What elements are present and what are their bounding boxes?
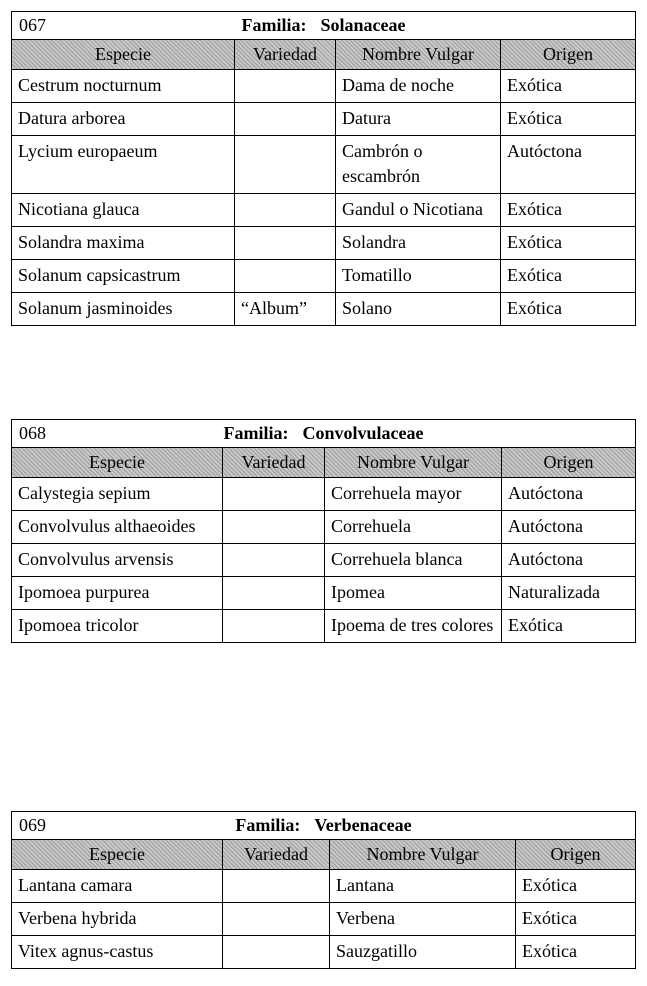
cell-origin: Exótica bbox=[502, 610, 636, 643]
family-table-convolvulaceae bbox=[11, 419, 636, 643]
cell-common-name: Cambrón o escambrón bbox=[336, 136, 501, 194]
family-label: Familia: bbox=[235, 815, 301, 835]
cell-variety bbox=[223, 544, 325, 577]
cell-common-name: Sauzgatillo bbox=[330, 936, 516, 969]
cell-common-name: Correhuela mayor bbox=[325, 478, 502, 511]
table-row bbox=[12, 103, 636, 136]
cell-origin: Exótica bbox=[501, 103, 636, 136]
column-header-species: Especie bbox=[12, 40, 235, 70]
cell-species: Cestrum nocturnum bbox=[12, 70, 235, 103]
cell-variety bbox=[223, 478, 325, 511]
cell-origin: Autóctona bbox=[501, 136, 636, 194]
family-name bbox=[19, 12, 628, 39]
cell-origin: Exótica bbox=[501, 194, 636, 227]
column-header-row bbox=[12, 840, 636, 870]
cell-variety bbox=[235, 103, 336, 136]
family-label: Familia: bbox=[241, 15, 307, 35]
family-code: 068 bbox=[19, 423, 46, 443]
cell-species: Ipomoea tricolor bbox=[12, 610, 223, 643]
cell-species: Solanum capsicastrum bbox=[12, 260, 235, 293]
cell-origin: Exótica bbox=[516, 903, 636, 936]
cell-variety: “Album” bbox=[235, 293, 336, 326]
cell-origin: Autóctona bbox=[502, 478, 636, 511]
cell-species: Datura arborea bbox=[12, 103, 235, 136]
table-row bbox=[12, 903, 636, 936]
column-header-variety: Variedad bbox=[235, 40, 336, 70]
table-row bbox=[12, 610, 636, 643]
table-row bbox=[12, 227, 636, 260]
column-header-common-name: Nombre Vulgar bbox=[330, 840, 516, 870]
cell-species: Nicotiana glauca bbox=[12, 194, 235, 227]
table-row bbox=[12, 936, 636, 969]
cell-species: Lantana camara bbox=[12, 870, 223, 903]
cell-variety bbox=[235, 194, 336, 227]
cell-common-name: Correhuela blanca bbox=[325, 544, 502, 577]
table-row bbox=[12, 293, 636, 326]
cell-variety bbox=[223, 610, 325, 643]
family-name bbox=[19, 812, 628, 839]
table-row bbox=[12, 870, 636, 903]
table-row bbox=[12, 136, 636, 194]
cell-common-name: Correhuela bbox=[325, 511, 502, 544]
cell-variety bbox=[223, 511, 325, 544]
column-header-common-name: Nombre Vulgar bbox=[325, 448, 502, 478]
cell-common-name: Solandra bbox=[336, 227, 501, 260]
family-title-row bbox=[12, 812, 636, 840]
cell-origin: Exótica bbox=[501, 260, 636, 293]
cell-common-name: Lantana bbox=[330, 870, 516, 903]
family-table-verbenaceae bbox=[11, 811, 636, 969]
cell-variety bbox=[235, 70, 336, 103]
cell-species: Solandra maxima bbox=[12, 227, 235, 260]
cell-origin: Autóctona bbox=[502, 511, 636, 544]
cell-variety bbox=[235, 227, 336, 260]
cell-common-name: Datura bbox=[336, 103, 501, 136]
family-name-value: Convolvulaceae bbox=[302, 423, 424, 443]
column-header-variety: Variedad bbox=[223, 448, 325, 478]
table-row bbox=[12, 478, 636, 511]
family-code: 067 bbox=[19, 15, 46, 35]
family-title-row bbox=[12, 420, 636, 448]
column-header-row bbox=[12, 448, 636, 478]
cell-origin: Exótica bbox=[501, 70, 636, 103]
column-header-species: Especie bbox=[12, 448, 223, 478]
column-header-species: Especie bbox=[12, 840, 223, 870]
cell-variety bbox=[223, 870, 330, 903]
cell-origin: Naturalizada bbox=[502, 577, 636, 610]
table-row bbox=[12, 70, 636, 103]
cell-species: Ipomoea purpurea bbox=[12, 577, 223, 610]
cell-common-name: Dama de noche bbox=[336, 70, 501, 103]
column-header-origin: Origen bbox=[516, 840, 636, 870]
cell-species: Calystegia sepium bbox=[12, 478, 223, 511]
cell-variety bbox=[223, 903, 330, 936]
cell-origin: Exótica bbox=[501, 227, 636, 260]
cell-common-name: Ipoema de tres colores bbox=[325, 610, 502, 643]
table-row bbox=[12, 194, 636, 227]
cell-common-name: Solano bbox=[336, 293, 501, 326]
cell-origin: Exótica bbox=[516, 936, 636, 969]
cell-origin: Exótica bbox=[516, 870, 636, 903]
column-header-origin: Origen bbox=[501, 40, 636, 70]
cell-common-name: Tomatillo bbox=[336, 260, 501, 293]
table-row bbox=[12, 260, 636, 293]
cell-species: Convolvulus arvensis bbox=[12, 544, 223, 577]
family-name-value: Solanaceae bbox=[320, 15, 406, 35]
cell-origin: Exótica bbox=[501, 293, 636, 326]
cell-variety bbox=[235, 136, 336, 194]
column-header-common-name: Nombre Vulgar bbox=[336, 40, 501, 70]
family-label: Familia: bbox=[223, 423, 289, 443]
cell-variety bbox=[223, 936, 330, 969]
cell-common-name: Gandul o Nicotiana bbox=[336, 194, 501, 227]
family-title-row bbox=[12, 12, 636, 40]
cell-common-name: Ipomea bbox=[325, 577, 502, 610]
cell-species: Convolvulus althaeoides bbox=[12, 511, 223, 544]
cell-species: Vitex agnus-castus bbox=[12, 936, 223, 969]
cell-origin: Autóctona bbox=[502, 544, 636, 577]
family-table-solanaceae bbox=[11, 11, 636, 326]
cell-variety bbox=[223, 577, 325, 610]
cell-variety bbox=[235, 260, 336, 293]
cell-species: Verbena hybrida bbox=[12, 903, 223, 936]
table-row bbox=[12, 544, 636, 577]
cell-species: Solanum jasminoides bbox=[12, 293, 235, 326]
column-header-row bbox=[12, 40, 636, 70]
table-row bbox=[12, 577, 636, 610]
column-header-origin: Origen bbox=[502, 448, 636, 478]
family-name bbox=[19, 420, 628, 447]
cell-common-name: Verbena bbox=[330, 903, 516, 936]
table-row bbox=[12, 511, 636, 544]
column-header-variety: Variedad bbox=[223, 840, 330, 870]
family-code: 069 bbox=[19, 815, 46, 835]
family-name-value: Verbenaceae bbox=[314, 815, 412, 835]
cell-species: Lycium europaeum bbox=[12, 136, 235, 194]
